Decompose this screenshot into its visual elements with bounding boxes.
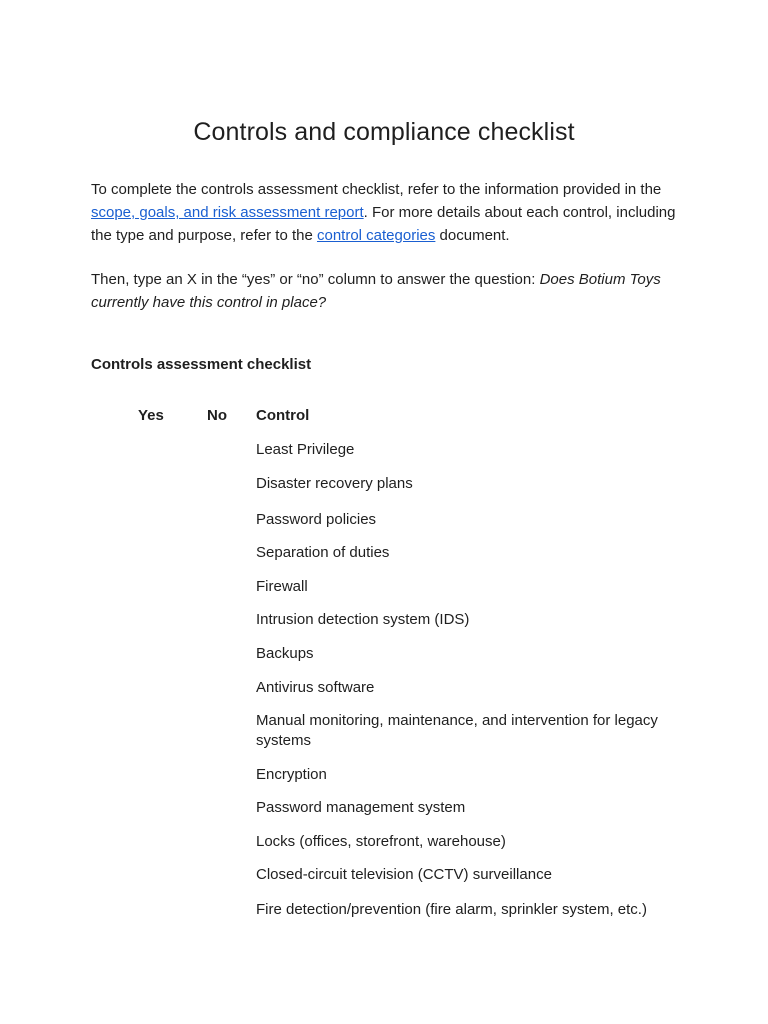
page-title: Controls and compliance checklist: [193, 118, 575, 146]
control-name: Antivirus software: [256, 679, 375, 696]
control-name: Password policies: [256, 511, 377, 528]
control-name: Separation of duties: [256, 544, 390, 561]
yes-cell[interactable]: [138, 711, 178, 731]
control-name: Intrusion detection system (IDS): [256, 611, 470, 628]
control-name: Backups: [256, 645, 314, 662]
yes-cell[interactable]: [138, 440, 178, 460]
yes-cell[interactable]: [138, 900, 178, 920]
no-cell[interactable]: [207, 474, 247, 494]
no-cell[interactable]: [207, 765, 247, 785]
control-name: Disaster recovery plans: [256, 475, 413, 492]
column-header-control: Control: [256, 407, 310, 424]
yes-cell[interactable]: [138, 644, 178, 664]
instruction-text: Then, type an X in the “yes” or “no” column to answer the question:: [91, 271, 540, 288]
control-name: Fire detection/prevention (fire alarm, sprinkler system, etc.): [256, 901, 647, 918]
no-cell[interactable]: [207, 543, 247, 563]
column-header-no: No: [207, 407, 227, 424]
yes-cell[interactable]: [138, 510, 178, 530]
no-cell[interactable]: [207, 644, 247, 664]
control-name: Password management system: [256, 799, 466, 816]
control-name: Encryption: [256, 766, 327, 783]
no-cell[interactable]: [207, 900, 247, 920]
no-cell[interactable]: [207, 610, 247, 630]
intro-text-2: . For more details about each control, including the type and purpose, refer to the: [91, 204, 676, 244]
column-header-yes: Yes: [138, 407, 164, 424]
control-name: Least Privilege: [256, 441, 355, 458]
no-cell[interactable]: [207, 798, 247, 818]
yes-cell[interactable]: [138, 474, 178, 494]
scope-report-link[interactable]: scope, goals, and risk assessment report: [91, 204, 364, 221]
yes-cell[interactable]: [138, 577, 178, 597]
control-name: Firewall: [256, 578, 308, 595]
no-cell[interactable]: [207, 678, 247, 698]
instruction-paragraph: [91, 268, 681, 314]
checklist-heading: Controls assessment checklist: [91, 356, 312, 373]
no-cell[interactable]: [207, 577, 247, 597]
no-cell[interactable]: [207, 865, 247, 885]
control-name: Locks (offices, storefront, warehouse): [256, 833, 506, 850]
intro-text-1: To complete the controls assessment checklist, refer to the information provided in the: [91, 181, 662, 198]
no-cell[interactable]: [207, 510, 247, 530]
yes-cell[interactable]: [138, 798, 178, 818]
no-cell[interactable]: [207, 711, 247, 731]
no-cell[interactable]: [207, 440, 247, 460]
intro-paragraph: [91, 178, 681, 247]
yes-cell[interactable]: [138, 610, 178, 630]
yes-cell[interactable]: [138, 543, 178, 563]
control-name: Closed-circuit television (CCTV) surveillance: [256, 866, 552, 883]
yes-cell[interactable]: [138, 765, 178, 785]
intro-text-3: document.: [435, 227, 510, 244]
yes-cell[interactable]: [138, 865, 178, 885]
yes-cell[interactable]: [138, 678, 178, 698]
no-cell[interactable]: [207, 832, 247, 852]
control-categories-link[interactable]: control categories: [316, 227, 436, 244]
control-name: Manual monitoring, maintenance, and intervention for legacy systems: [256, 712, 658, 749]
instruction-question: Does Botium Toys currently have this control in place?: [91, 271, 661, 311]
yes-cell[interactable]: [138, 832, 178, 852]
